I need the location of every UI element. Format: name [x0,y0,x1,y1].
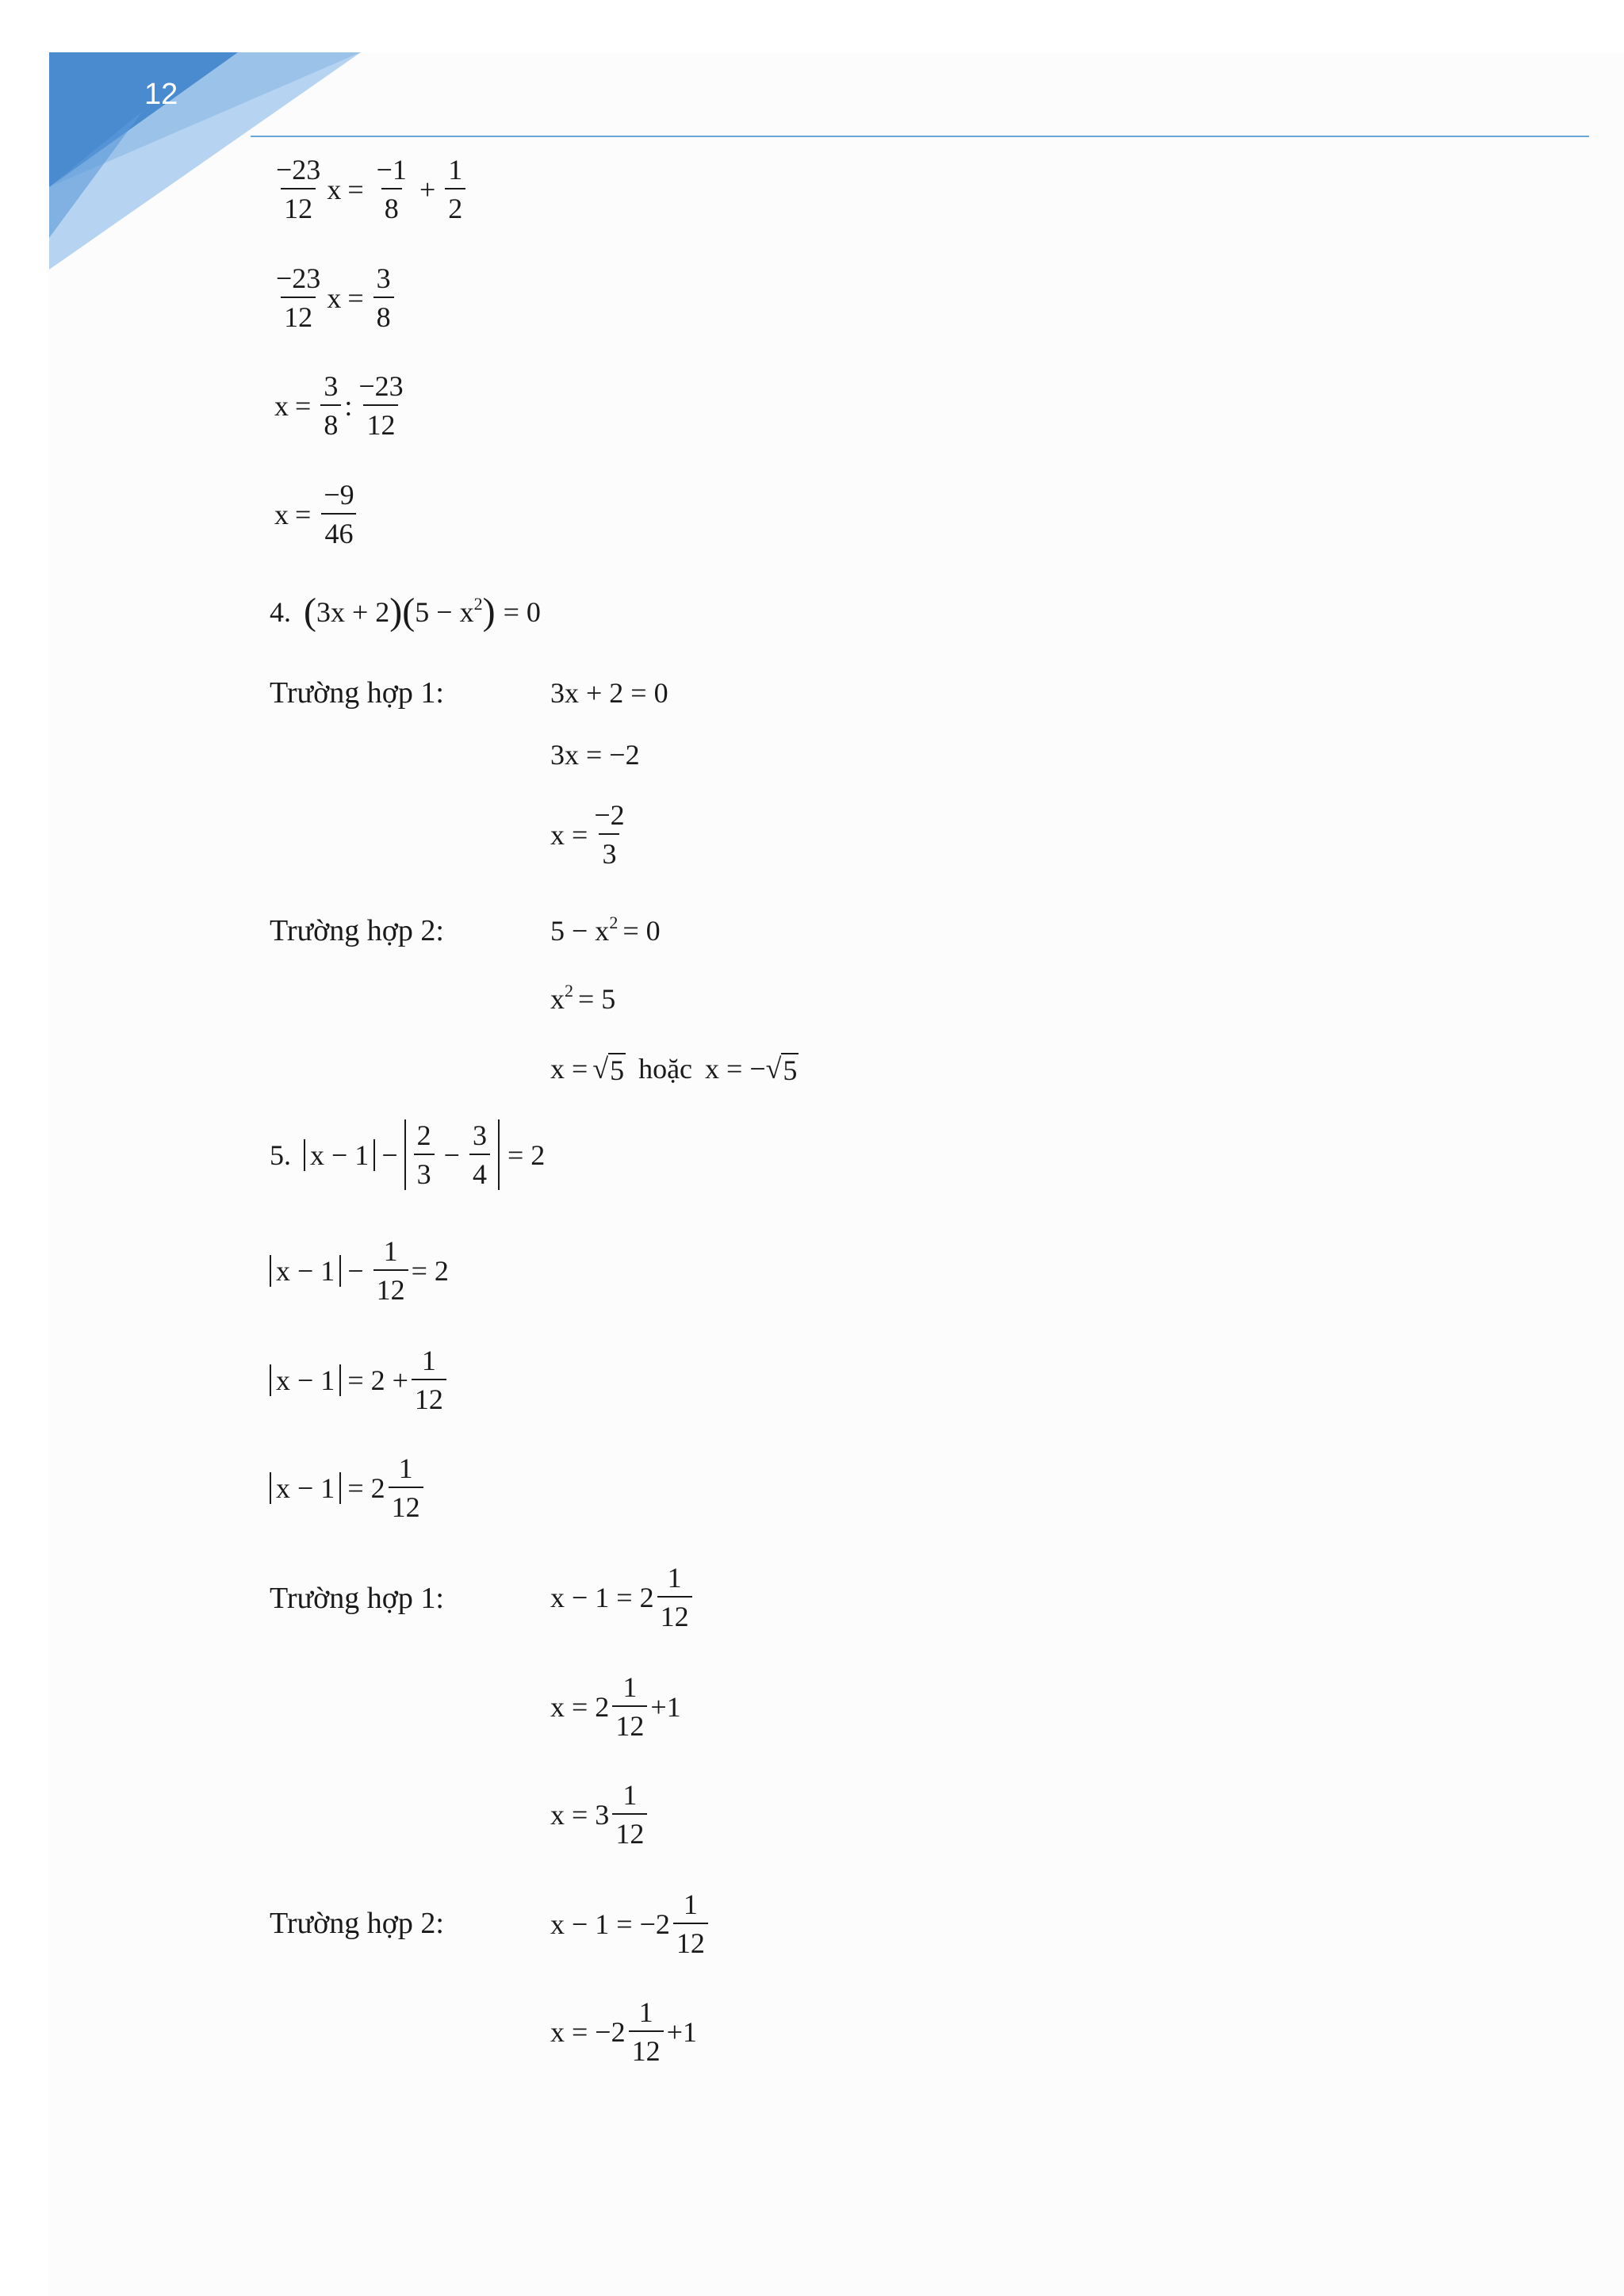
case-1-label: Trường hợp 1: [270,1582,444,1615]
problem-5-equation: 5. x − 1 − $\frac{2}{3}$ − $\frac{3}{4}$ = 2 [270,1119,546,1190]
equation-line: 3x + 2 = 0 [550,677,668,709]
equation-line: x − 1 − $\frac{1}{12}$ = 2 [270,1237,449,1304]
equation-line: $\frac{-23}{12}$ x = $\frac{-1}{8}$ + $\frac{1}{2}$ [270,155,469,223]
case-2-label: Trường hợp 2: [270,914,444,947]
equation-line: x − 1 = 2 $\frac{1}{12}$ [550,1563,695,1631]
equation-line: x = 2 $\frac{1}{12}$ +1 [550,1671,681,1742]
equation-line: x = 3 $\frac{1}{12}$ [550,1781,650,1848]
equation-line: x = $\frac{-9}{46}$ [274,480,361,548]
case-2-label: Trường hợp 2: [270,1907,444,1940]
problem-4-equation: 4. ( 3x + 2 ) ( 5 − x 2 ) = 0 [270,591,541,633]
equation-line: x 2 = 5 [550,981,616,1015]
corner-decoration [0,0,373,277]
equation-line: x − 1 = 2 $\frac{1}{12}$ [270,1454,427,1521]
equation-line: $\frac{-23}{12}$ x = $\frac{3}{8}$ [270,264,397,331]
equation-line: 5 − x 2 = 0 [550,913,661,947]
case-1-label: Trường hợp 1: [270,676,444,710]
page-number: 12 [144,78,178,111]
equation-line: x − 1 = 2 + $\frac{1}{12}$ [270,1346,450,1414]
equation-line: x = √ 5 hoặc x = − √ 5 [550,1053,798,1086]
equation-line: x − 1 = −2 $\frac{1}{12}$ [550,1890,711,1957]
equation-line: x = −2 $\frac{1}{12}$ +1 [550,1996,697,2067]
header-rule [251,136,1589,137]
equation-line: 3x = −2 [550,739,640,771]
equation-line: x = $\frac{-2}{3}$ [550,799,625,870]
equation-line: x = $\frac{3}{8}$ : $\frac{-23}{12}$ [274,370,404,441]
